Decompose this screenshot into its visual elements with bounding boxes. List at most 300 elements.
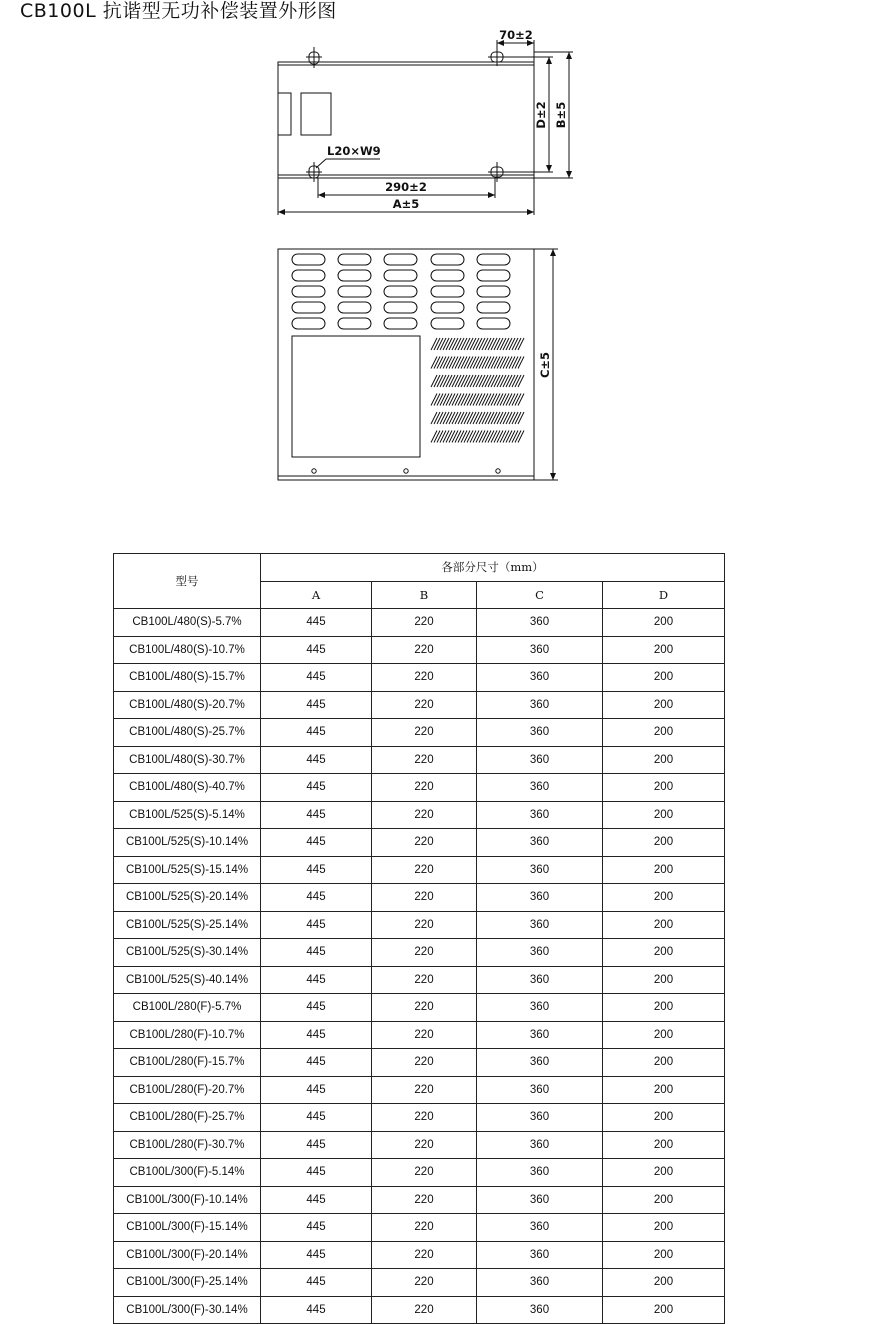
dim-70-label: 70±2 bbox=[499, 28, 533, 42]
dimension-cell: 360 bbox=[477, 1269, 603, 1297]
vent-slot bbox=[431, 270, 464, 281]
vent-slot bbox=[384, 302, 417, 313]
dimension-cell: 220 bbox=[372, 719, 477, 747]
table-row bbox=[114, 719, 725, 747]
louver-line bbox=[431, 357, 437, 369]
louver-line bbox=[464, 412, 470, 424]
louver-line bbox=[494, 357, 500, 369]
dimension-cell: 445 bbox=[261, 1296, 372, 1324]
dimension-cell: 200 bbox=[603, 636, 725, 664]
louver-line bbox=[515, 357, 521, 369]
louver-line bbox=[434, 357, 440, 369]
louver-line bbox=[497, 375, 503, 387]
vent-slot bbox=[384, 286, 417, 297]
louver-line bbox=[461, 357, 467, 369]
louver-line bbox=[458, 375, 464, 387]
dimension-cell: 360 bbox=[477, 856, 603, 884]
dimension-cell: 220 bbox=[372, 609, 477, 637]
dimension-cell: 360 bbox=[477, 1021, 603, 1049]
louver-line bbox=[437, 394, 443, 406]
dimension-cell: 200 bbox=[603, 829, 725, 857]
table-row bbox=[114, 1076, 725, 1104]
louver-line bbox=[485, 357, 491, 369]
model-cell: CB100L/300(F)-5.14% bbox=[114, 1159, 261, 1187]
dimension-cell: 200 bbox=[603, 1269, 725, 1297]
louver-line bbox=[437, 412, 443, 424]
louver-line bbox=[440, 431, 446, 443]
louver-line bbox=[494, 412, 500, 424]
louver-line bbox=[494, 394, 500, 406]
louver-line bbox=[509, 338, 515, 350]
louver-line bbox=[455, 394, 461, 406]
louver-line bbox=[458, 412, 464, 424]
dimension-cell: 200 bbox=[603, 691, 725, 719]
louver-line bbox=[437, 375, 443, 387]
table-row bbox=[114, 829, 725, 857]
dimension-cell: 445 bbox=[261, 1159, 372, 1187]
model-cell: CB100L/280(F)-30.7% bbox=[114, 1131, 261, 1159]
dimension-cell: 220 bbox=[372, 1269, 477, 1297]
louver-line bbox=[509, 357, 515, 369]
louver-line bbox=[461, 412, 467, 424]
dimension-cell: 200 bbox=[603, 856, 725, 884]
model-cell: CB100L/280(F)-25.7% bbox=[114, 1104, 261, 1132]
louver-line bbox=[494, 338, 500, 350]
screw-hole bbox=[312, 469, 316, 473]
louver-line bbox=[443, 338, 449, 350]
dimension-cell: 220 bbox=[372, 1049, 477, 1077]
dimension-cell: 360 bbox=[477, 911, 603, 939]
model-cell: CB100L/280(F)-20.7% bbox=[114, 1076, 261, 1104]
louver-line bbox=[512, 338, 518, 350]
vent-slot bbox=[292, 254, 325, 265]
dimension-cell: 200 bbox=[603, 1296, 725, 1324]
vent-slot bbox=[431, 254, 464, 265]
dimension-cell: 220 bbox=[372, 966, 477, 994]
dimension-cell: 200 bbox=[603, 1021, 725, 1049]
column-header-b: B bbox=[372, 581, 477, 609]
louver-line bbox=[500, 338, 506, 350]
louver-line bbox=[437, 357, 443, 369]
model-cell: CB100L/525(S)-25.14% bbox=[114, 911, 261, 939]
dimension-cell: 360 bbox=[477, 1076, 603, 1104]
screw-hole bbox=[496, 469, 500, 473]
louver-line bbox=[467, 357, 473, 369]
column-header-d: D bbox=[603, 581, 725, 609]
louver-line bbox=[512, 412, 518, 424]
dimension-cell: 220 bbox=[372, 994, 477, 1022]
vent-slot bbox=[338, 254, 371, 265]
column-header-c: C bbox=[477, 581, 603, 609]
model-cell: CB100L/300(F)-15.14% bbox=[114, 1214, 261, 1242]
dimension-cell: 445 bbox=[261, 719, 372, 747]
dimension-cell: 200 bbox=[603, 994, 725, 1022]
dimension-cell: 360 bbox=[477, 801, 603, 829]
table-row bbox=[114, 911, 725, 939]
louver-line bbox=[515, 431, 521, 443]
louver-line bbox=[512, 357, 518, 369]
dimension-cell: 200 bbox=[603, 801, 725, 829]
dimension-cell: 220 bbox=[372, 829, 477, 857]
group-header: 各部分尺寸（mm） bbox=[261, 554, 725, 582]
dimension-cell: 360 bbox=[477, 719, 603, 747]
louver-line bbox=[431, 375, 437, 387]
louver-line bbox=[503, 338, 509, 350]
dimension-cell: 445 bbox=[261, 609, 372, 637]
table-row bbox=[114, 884, 725, 912]
louver-line bbox=[461, 431, 467, 443]
dimension-cell: 220 bbox=[372, 1021, 477, 1049]
dimension-cell: 445 bbox=[261, 691, 372, 719]
louver-line bbox=[470, 431, 476, 443]
louver-line bbox=[470, 357, 476, 369]
louver-line bbox=[485, 375, 491, 387]
louver-line bbox=[431, 431, 437, 443]
table-row bbox=[114, 1269, 725, 1297]
dimension-cell: 220 bbox=[372, 746, 477, 774]
dimension-cell: 220 bbox=[372, 911, 477, 939]
louver-line bbox=[476, 431, 482, 443]
dimension-cell: 200 bbox=[603, 719, 725, 747]
vent-slot bbox=[431, 318, 464, 329]
dimension-cell: 200 bbox=[603, 884, 725, 912]
louver-line bbox=[431, 394, 437, 406]
table-row bbox=[114, 774, 725, 802]
louver-line bbox=[476, 375, 482, 387]
louver-line bbox=[518, 412, 524, 424]
dimension-cell: 445 bbox=[261, 1131, 372, 1159]
dimension-cell: 445 bbox=[261, 856, 372, 884]
dimension-cell: 220 bbox=[372, 636, 477, 664]
dimension-cell: 445 bbox=[261, 966, 372, 994]
louver-line bbox=[509, 412, 515, 424]
model-cell: CB100L/280(F)-15.7% bbox=[114, 1049, 261, 1077]
dimension-cell: 360 bbox=[477, 636, 603, 664]
model-header: 型号 bbox=[114, 554, 261, 609]
louver-line bbox=[443, 375, 449, 387]
table-row bbox=[114, 939, 725, 967]
dimension-cell: 200 bbox=[603, 1076, 725, 1104]
dimension-cell: 360 bbox=[477, 1296, 603, 1324]
louver-line bbox=[470, 375, 476, 387]
nameplate bbox=[301, 93, 331, 135]
side-panel bbox=[278, 93, 291, 135]
louver-line bbox=[479, 412, 485, 424]
louver-line bbox=[464, 375, 470, 387]
louver-line bbox=[485, 412, 491, 424]
louver-line bbox=[455, 412, 461, 424]
louver-line bbox=[500, 394, 506, 406]
louver-line bbox=[431, 338, 437, 350]
vent-slot bbox=[431, 286, 464, 297]
table-row bbox=[114, 1049, 725, 1077]
louver-line bbox=[515, 412, 521, 424]
louver-line bbox=[473, 394, 479, 406]
louver-line bbox=[485, 338, 491, 350]
dimension-cell: 200 bbox=[603, 1214, 725, 1242]
vent-slot bbox=[384, 318, 417, 329]
vent-slot bbox=[338, 270, 371, 281]
louver-line bbox=[491, 338, 497, 350]
louver-line bbox=[479, 394, 485, 406]
dimension-cell: 360 bbox=[477, 1159, 603, 1187]
louver-line bbox=[473, 338, 479, 350]
vent-slot bbox=[338, 302, 371, 313]
model-cell: CB100L/525(S)-10.14% bbox=[114, 829, 261, 857]
louver-line bbox=[488, 375, 494, 387]
dimension-cell: 445 bbox=[261, 911, 372, 939]
dimension-cell: 445 bbox=[261, 801, 372, 829]
louver-line bbox=[479, 431, 485, 443]
dimension-cell: 360 bbox=[477, 994, 603, 1022]
louver-line bbox=[467, 412, 473, 424]
access-window bbox=[292, 336, 420, 457]
louver-line bbox=[491, 394, 497, 406]
louver-line bbox=[518, 394, 524, 406]
dimension-cell: 360 bbox=[477, 691, 603, 719]
louver-line bbox=[506, 431, 512, 443]
louver-line bbox=[455, 375, 461, 387]
louver-line bbox=[443, 394, 449, 406]
table-body bbox=[114, 609, 725, 1324]
vent-slots bbox=[292, 254, 510, 329]
louver-line bbox=[500, 431, 506, 443]
mounting-slot-top-right bbox=[488, 45, 510, 66]
dimension-cell: 220 bbox=[372, 1076, 477, 1104]
table-row bbox=[114, 1296, 725, 1324]
dimension-cell: 220 bbox=[372, 774, 477, 802]
table-row bbox=[114, 609, 725, 637]
model-cell: CB100L/480(S)-30.7% bbox=[114, 746, 261, 774]
vent-slot bbox=[477, 270, 510, 281]
dimension-cell: 200 bbox=[603, 774, 725, 802]
vent-slot bbox=[384, 254, 417, 265]
louver-line bbox=[491, 412, 497, 424]
dimension-cell: 445 bbox=[261, 1049, 372, 1077]
page-title: CB100L 抗谐型无功补偿装置外形图 bbox=[20, 0, 337, 22]
louver-line bbox=[461, 394, 467, 406]
louver-line bbox=[494, 375, 500, 387]
louver-line bbox=[482, 357, 488, 369]
louver-line bbox=[497, 431, 503, 443]
louver-line bbox=[446, 431, 452, 443]
dimension-cell: 200 bbox=[603, 746, 725, 774]
louver-line bbox=[449, 412, 455, 424]
louver-line bbox=[467, 375, 473, 387]
louver-line bbox=[506, 375, 512, 387]
model-cell: CB100L/480(S)-40.7% bbox=[114, 774, 261, 802]
dimension-cell: 200 bbox=[603, 1131, 725, 1159]
dimension-cell: 445 bbox=[261, 1269, 372, 1297]
table-row bbox=[114, 966, 725, 994]
model-cell: CB100L/280(F)-10.7% bbox=[114, 1021, 261, 1049]
dim-d-label: D±2 bbox=[534, 101, 548, 129]
dimension-cell: 220 bbox=[372, 664, 477, 692]
dimension-cell: 200 bbox=[603, 664, 725, 692]
louver-line bbox=[503, 431, 509, 443]
louver-line bbox=[488, 357, 494, 369]
louver-line bbox=[482, 375, 488, 387]
model-cell: CB100L/525(S)-40.14% bbox=[114, 966, 261, 994]
louver-line bbox=[440, 338, 446, 350]
louver-line bbox=[506, 357, 512, 369]
louver-line bbox=[518, 375, 524, 387]
louver-line bbox=[503, 394, 509, 406]
table-row bbox=[114, 1131, 725, 1159]
louver-line bbox=[458, 431, 464, 443]
louver-line bbox=[515, 394, 521, 406]
vent-slot bbox=[431, 302, 464, 313]
louver-line bbox=[440, 375, 446, 387]
dimension-cell: 360 bbox=[477, 1186, 603, 1214]
louver-line bbox=[518, 357, 524, 369]
slot-size-label: L20×W9 bbox=[327, 144, 381, 158]
louver-line bbox=[470, 338, 476, 350]
dimension-cell: 445 bbox=[261, 1076, 372, 1104]
vent-slot bbox=[477, 254, 510, 265]
dimension-cell: 220 bbox=[372, 884, 477, 912]
dimension-cell: 360 bbox=[477, 884, 603, 912]
dimension-cell: 445 bbox=[261, 1186, 372, 1214]
screw-hole bbox=[404, 469, 408, 473]
louver-line bbox=[464, 338, 470, 350]
model-cell: CB100L/300(F)-25.14% bbox=[114, 1269, 261, 1297]
louver-line bbox=[497, 412, 503, 424]
louver-line bbox=[479, 338, 485, 350]
louver-line bbox=[470, 394, 476, 406]
louver-line bbox=[452, 412, 458, 424]
louver-line bbox=[446, 338, 452, 350]
louver-line bbox=[449, 357, 455, 369]
louver-line bbox=[434, 431, 440, 443]
model-cell: CB100L/480(S)-5.7% bbox=[114, 609, 261, 637]
louver-line bbox=[464, 431, 470, 443]
louver-line bbox=[497, 394, 503, 406]
louver-line bbox=[476, 338, 482, 350]
dimension-cell: 220 bbox=[372, 1296, 477, 1324]
louver-line bbox=[488, 431, 494, 443]
louver-line bbox=[464, 394, 470, 406]
louver-line bbox=[452, 431, 458, 443]
dimension-cell: 445 bbox=[261, 1241, 372, 1269]
table-row bbox=[114, 1241, 725, 1269]
vent-slot bbox=[338, 318, 371, 329]
louver-line bbox=[509, 375, 515, 387]
louver-line bbox=[482, 338, 488, 350]
louver-line bbox=[440, 357, 446, 369]
dimension-drawing bbox=[0, 0, 874, 540]
model-cell: CB100L/480(S)-20.7% bbox=[114, 691, 261, 719]
dimension-cell: 360 bbox=[477, 1104, 603, 1132]
table-row bbox=[114, 801, 725, 829]
dimension-cell: 200 bbox=[603, 1049, 725, 1077]
louver-line bbox=[434, 338, 440, 350]
model-cell: CB100L/300(F)-10.14% bbox=[114, 1186, 261, 1214]
dimension-cell: 220 bbox=[372, 939, 477, 967]
table-row bbox=[114, 856, 725, 884]
louver-line bbox=[455, 338, 461, 350]
louver-line bbox=[476, 394, 482, 406]
louver-line bbox=[476, 357, 482, 369]
table-row bbox=[114, 1186, 725, 1214]
louver-line bbox=[485, 431, 491, 443]
louver-line bbox=[458, 357, 464, 369]
dim-c-label: C±5 bbox=[538, 351, 552, 379]
louver-line bbox=[509, 394, 515, 406]
louver-line bbox=[506, 338, 512, 350]
louver-line bbox=[473, 431, 479, 443]
model-cell: CB100L/525(S)-20.14% bbox=[114, 884, 261, 912]
louver-line bbox=[494, 431, 500, 443]
louver-line bbox=[437, 338, 443, 350]
louver-line bbox=[467, 431, 473, 443]
louver-grille bbox=[431, 338, 524, 443]
louver-line bbox=[473, 375, 479, 387]
louver-line bbox=[488, 394, 494, 406]
louver-line bbox=[467, 338, 473, 350]
dimension-cell: 445 bbox=[261, 636, 372, 664]
louver-line bbox=[446, 375, 452, 387]
dimension-cell: 200 bbox=[603, 1186, 725, 1214]
louver-line bbox=[443, 431, 449, 443]
louver-line bbox=[446, 412, 452, 424]
louver-line bbox=[434, 375, 440, 387]
louver-line bbox=[449, 394, 455, 406]
louver-line bbox=[440, 412, 446, 424]
louver-line bbox=[449, 431, 455, 443]
dimension-cell: 360 bbox=[477, 1241, 603, 1269]
dimension-cell: 445 bbox=[261, 1214, 372, 1242]
louver-line bbox=[515, 375, 521, 387]
louver-line bbox=[497, 338, 503, 350]
vent-slot bbox=[292, 270, 325, 281]
louver-line bbox=[455, 357, 461, 369]
vent-slot bbox=[384, 270, 417, 281]
louver-line bbox=[449, 375, 455, 387]
table-row bbox=[114, 664, 725, 692]
dimension-cell: 445 bbox=[261, 829, 372, 857]
louver-line bbox=[488, 412, 494, 424]
dimension-cell: 200 bbox=[603, 966, 725, 994]
louver-line bbox=[479, 375, 485, 387]
top-view-outline bbox=[278, 62, 534, 178]
dimension-cell: 360 bbox=[477, 1214, 603, 1242]
vent-slot bbox=[292, 318, 325, 329]
table-row bbox=[114, 636, 725, 664]
model-cell: CB100L/480(S)-25.7% bbox=[114, 719, 261, 747]
louver-line bbox=[500, 375, 506, 387]
dim-a-label: A±5 bbox=[392, 197, 420, 211]
dimension-cell: 220 bbox=[372, 1241, 477, 1269]
louver-line bbox=[467, 394, 473, 406]
dimension-cell: 200 bbox=[603, 1104, 725, 1132]
louver-line bbox=[506, 412, 512, 424]
dimension-cell: 360 bbox=[477, 774, 603, 802]
louver-line bbox=[512, 431, 518, 443]
louver-line bbox=[503, 357, 509, 369]
dimension-cell: 220 bbox=[372, 801, 477, 829]
model-cell: CB100L/300(F)-30.14% bbox=[114, 1296, 261, 1324]
louver-line bbox=[482, 431, 488, 443]
dimension-cell: 220 bbox=[372, 1214, 477, 1242]
louver-line bbox=[518, 338, 524, 350]
louver-line bbox=[452, 394, 458, 406]
louver-line bbox=[482, 412, 488, 424]
dimension-cell: 220 bbox=[372, 1131, 477, 1159]
louver-line bbox=[455, 431, 461, 443]
louver-line bbox=[446, 394, 452, 406]
louver-line bbox=[509, 431, 515, 443]
